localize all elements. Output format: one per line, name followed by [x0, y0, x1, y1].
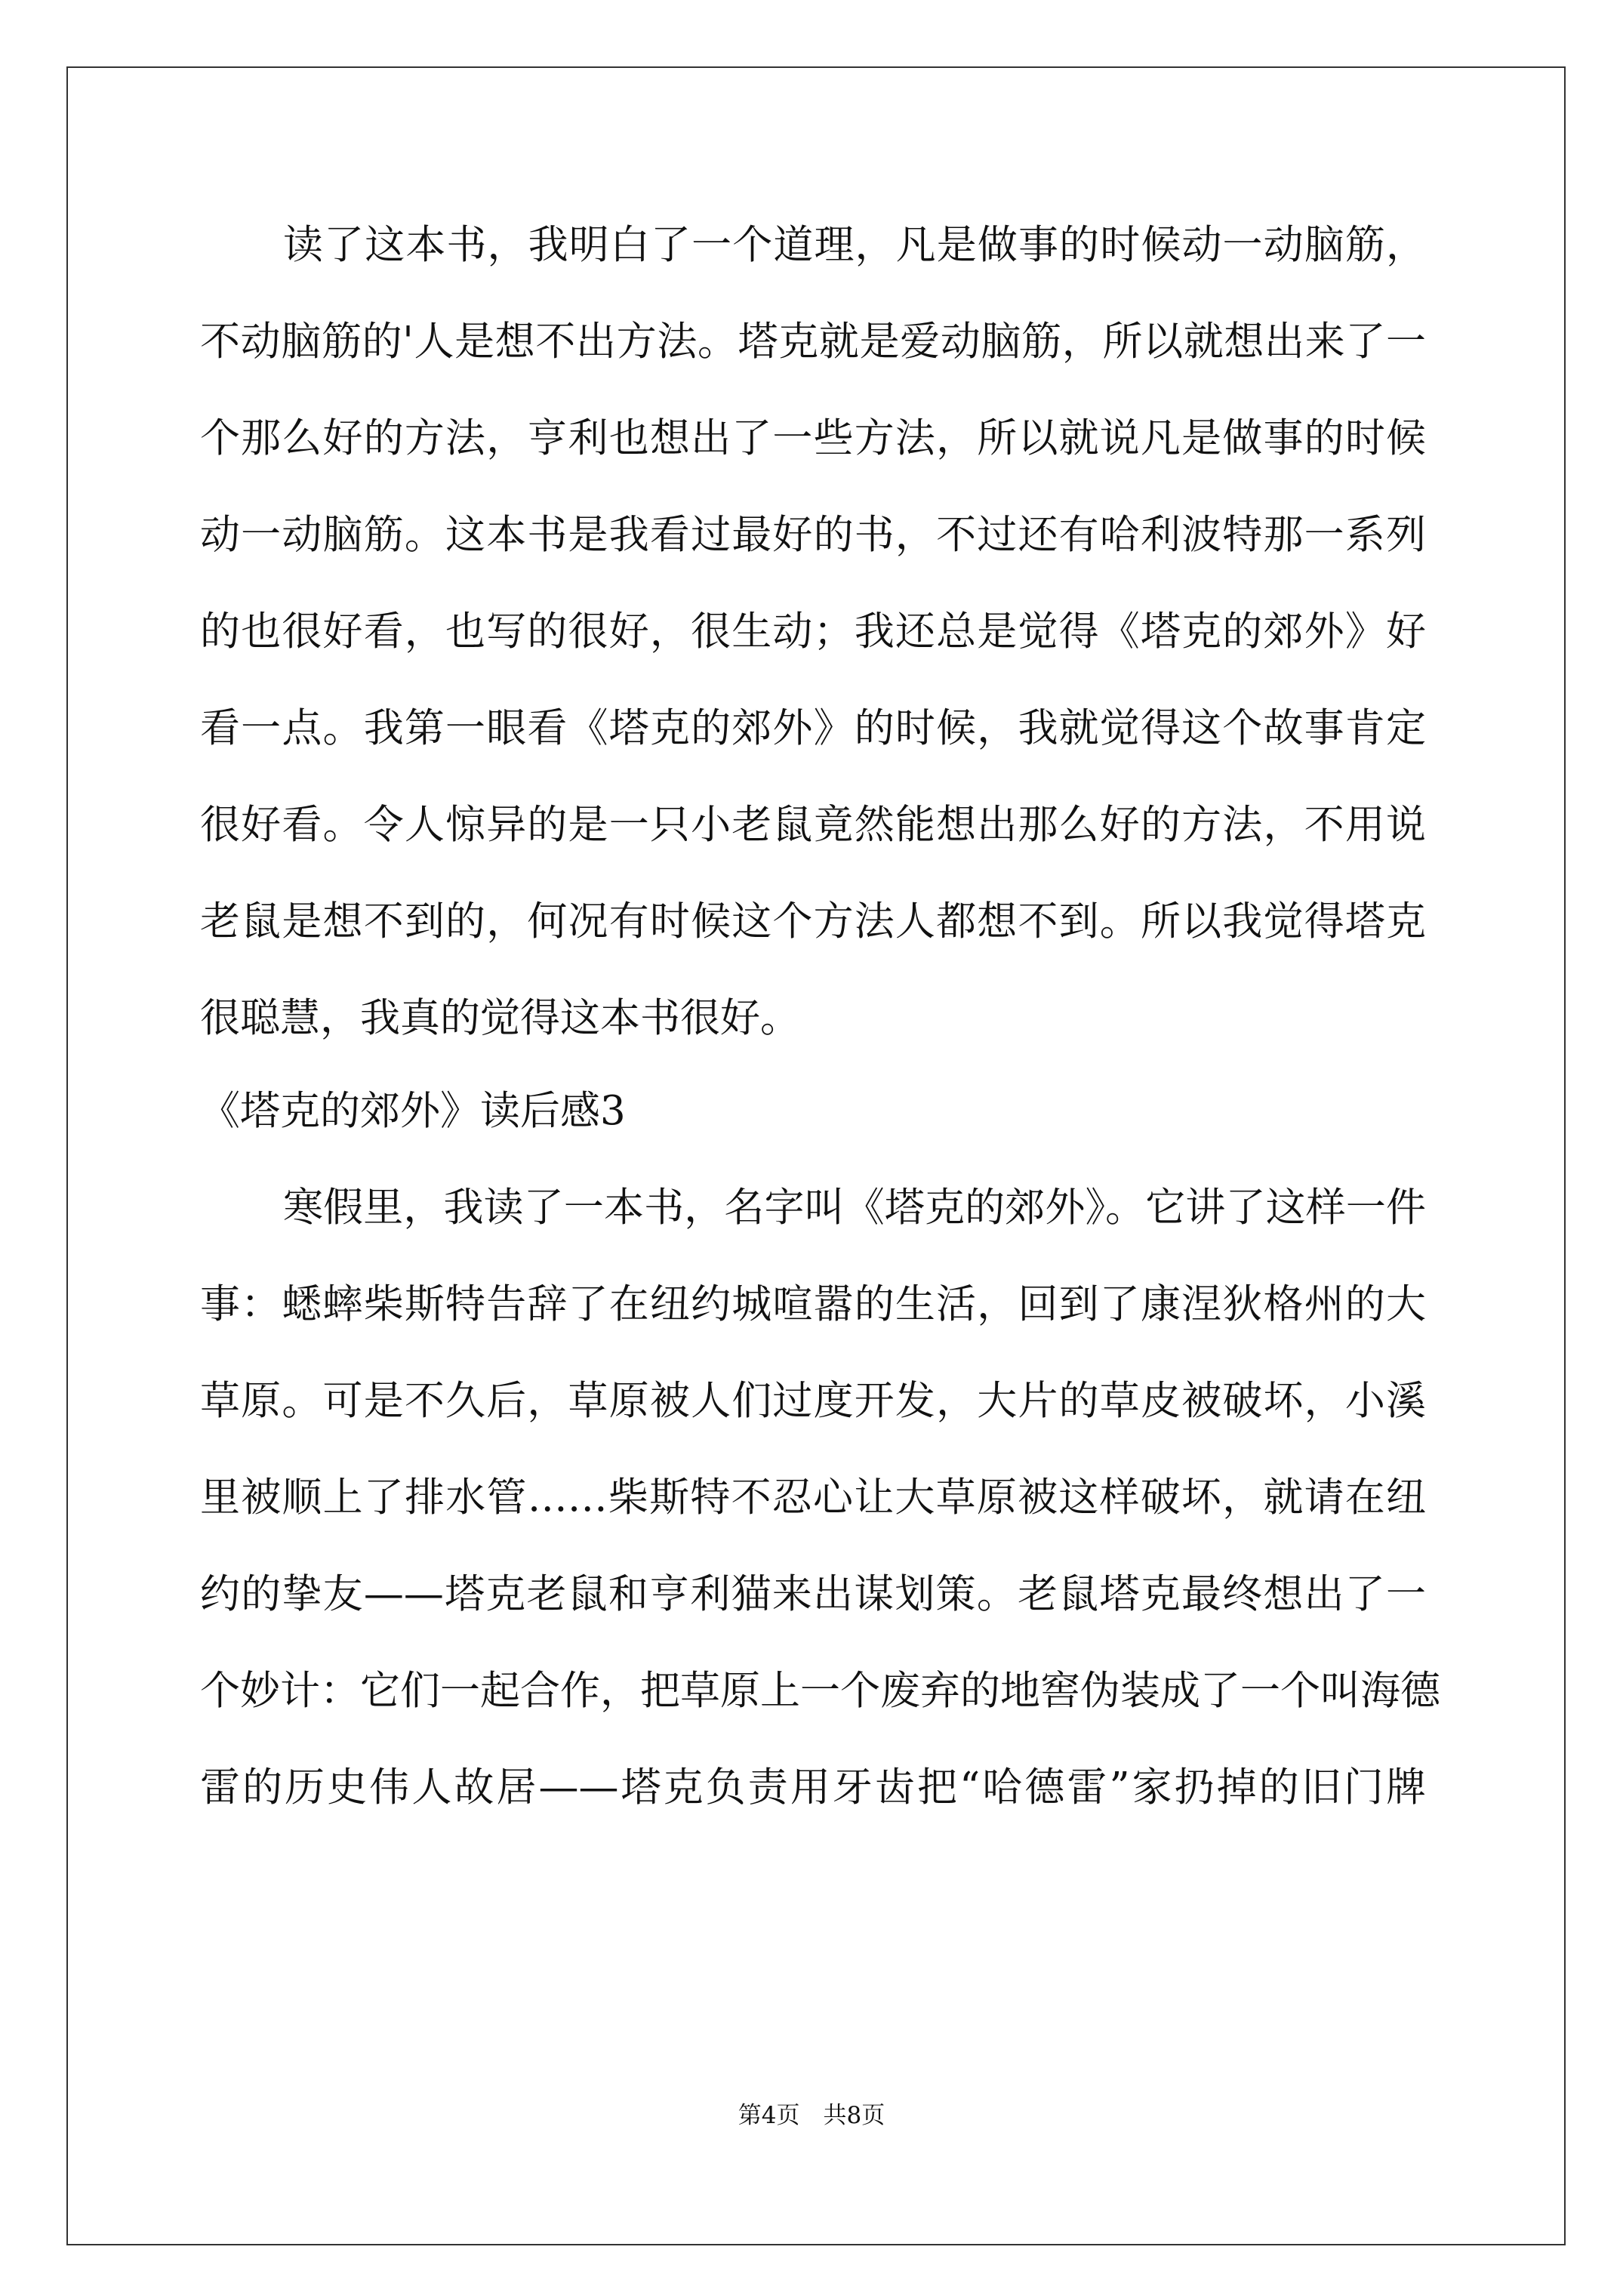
paragraph-line: 读了这本书，我明白了一个道理，凡是做事的时候动一动脑筋，: [283, 222, 1426, 268]
paragraph-line: 很聪慧，我真的觉得这本书很好。: [200, 995, 800, 1041]
paragraph-line: 事：蟋蟀柴斯特告辞了在纽约城喧嚣的生活，回到了康涅狄格州的大: [200, 1281, 1426, 1327]
paragraph-line: 不动脑筋的'人是想不出方法。塔克就是爱动脑筋，所以就想出来了一: [200, 319, 1426, 365]
paragraph-line: 寒假里，我读了一本书，名字叫《塔克的郊外》。它讲了这样一件: [283, 1185, 1426, 1231]
paragraph-line: 老鼠是想不到的，何况有时候这个方法人都想不到。所以我觉得塔克: [200, 898, 1426, 945]
paragraph-line: 约的挚友——塔克老鼠和亨利猫来出谋划策。老鼠塔克最终想出了一: [200, 1571, 1426, 1617]
section-heading: 《塔克的郊外》读后感3: [200, 1088, 626, 1134]
paragraph-line: 草原。可是不久后，草原被人们过度开发，大片的草皮被破坏，小溪: [200, 1378, 1426, 1424]
paragraph-line: 很好看。令人惊异的是一只小老鼠竟然能想出那么好的方法，不用说: [200, 802, 1426, 848]
paragraph-line: 里被顺上了排水管……柴斯特不忍心让大草原被这样破坏，就请在纽: [200, 1475, 1426, 1521]
paragraph-line: 个那么好的方法，亨利也想出了一些方法，所以就说凡是做事的时候: [200, 415, 1426, 461]
paragraph-line: 的也很好看，也写的很好，很生动；我还总是觉得《塔克的郊外》好: [200, 609, 1426, 655]
page-border: [66, 66, 1566, 2245]
page-number: 第4页 共8页: [738, 2102, 885, 2129]
paragraph-line: 看一点。我第一眼看《塔克的郊外》的时候，我就觉得这个故事肯定: [200, 705, 1426, 751]
paragraph-line: 个妙计：它们一起合作，把草原上一个废弃的地窖伪装成了一个叫海德: [200, 1668, 1440, 1714]
paragraph-line: 动一动脑筋。这本书是我看过最好的书，不过还有哈利波特那一系列: [200, 512, 1426, 558]
paragraph-line: 雷的历史伟人故居——塔克负责用牙齿把“哈德雷”家扔掉的旧门牌: [200, 1764, 1426, 1811]
